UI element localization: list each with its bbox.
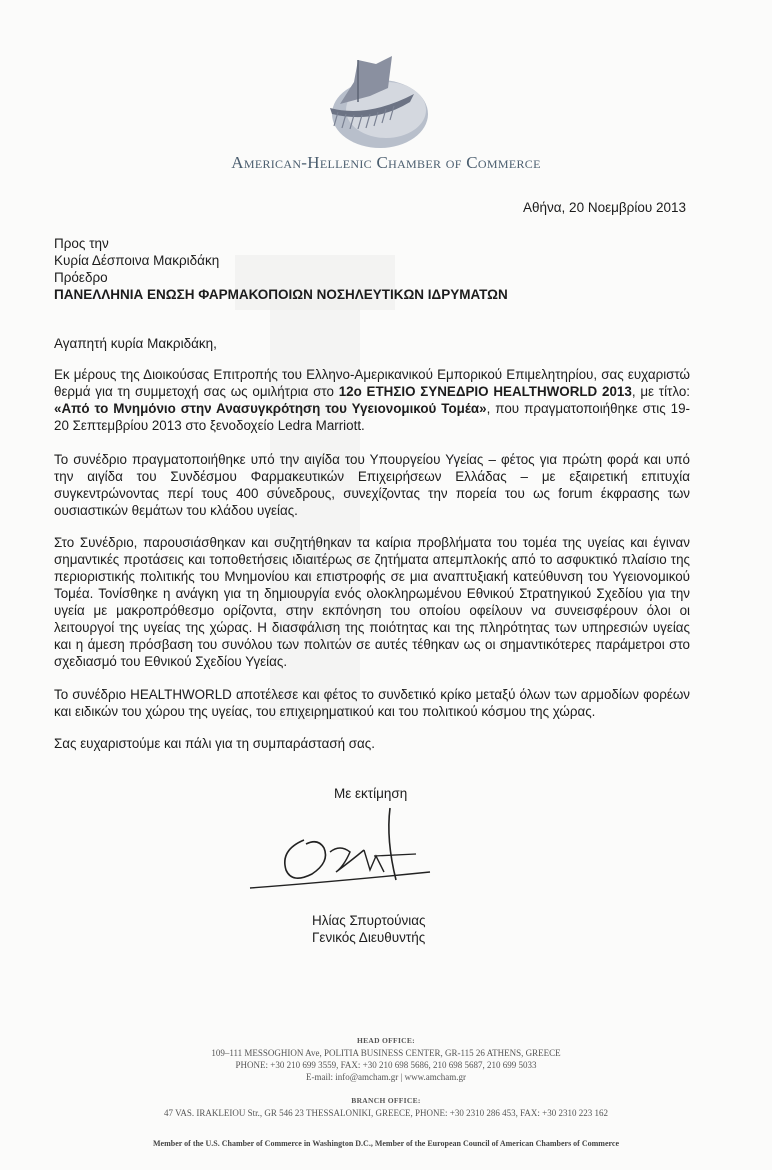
handwritten-signature (240, 800, 440, 900)
branch-office-address: 47 VAS. IRAKLEIOU Str., GR 546 23 THESSALONIKI, GREECE, PHONE: +30 2310 286 453, FAX: +30 2310 223 162 (163, 1108, 608, 1118)
conference-title: «Από το Μνημόνιο στην Ανασυγκρότηση του Υγειονομικού Τομέα» (54, 401, 487, 416)
ship-logo (318, 52, 438, 152)
organization-name: American-Hellenic Chamber of Commerce (231, 153, 541, 172)
signer-name: Ηλίας Σπυρτούνιας (312, 913, 426, 928)
closing: Με εκτίμηση (334, 786, 408, 801)
head-office-phone: PHONE: +30 210 699 3559, FAX: +30 210 698 5686, 210 698 5687, 210 699 5033 (235, 1060, 537, 1070)
paragraph-2: Το συνέδριο πραγματοποιήθηκε υπό την αιγίδα του Υπουργείου Υγείας – φέτος για πρώτη φορά και υπό την αιγίδα του Συνδέσμου Φαρμακευτικών Επιχειρήσεων Ελλάδας – με εξαιρετική επιτυχία συγκεντρώνοντας περί τους 400 σύνεδρους, συνεχίζοντας την πορεία του ως forum έκφρασης των ουσιαστικών θεμάτων του κλάδου υγείας. (54, 452, 690, 518)
signer-title: Γενικός Διευθυντής (312, 930, 426, 945)
paragraph-1-text-a: Εκ μέρους της Διοικούσας Επιτροπής του Ελληνο-Αμερικανικού Εμπορικού Επιμελητηρίου, σας ευχαριστώ θερμά για τη συμμετοχή σας ως ομιλήτρια στο (54, 367, 690, 399)
branch-office-block (0, 1095, 772, 1119)
head-office-label: HEAD OFFICE: (357, 1036, 415, 1045)
letter-date: Αθήνα, 20 Νοεμβρίου 2013 (522, 200, 686, 215)
recipient-line: Προς την (54, 236, 109, 251)
recipient-name: Κυρία Δέσποινα Μακριδάκη (54, 253, 220, 268)
head-office-contact: E-mail: info@amcham.gr | www.amcham.gr (306, 1072, 466, 1082)
recipient-organization: ΠΑΝΕΛΛΗΝΙΑ ΕΝΩΣΗ ΦΑΡΜΑΚΟΠΟΙΩΝ ΝΟΣΗΛΕΥΤΙΚΩΝ ΙΔΡΥΜΑΤΩΝ (54, 287, 508, 302)
paragraph-4: Το συνέδριο HEALTHWORLD αποτέλεσε και φέτος το συνδετικό κρίκο μεταξύ όλων των αρμοδίων φορέων και ειδικών του χώρου της υγείας, του επιχειρηματικού και του πολιτικού κόσμου της χώρας. (54, 687, 690, 719)
paragraph-1 (54, 366, 690, 434)
paragraph-1-text-e: , που πραγματοποιήθηκε στις 19-20 Σεπτεμβρίου 2013 στο ξενοδοχείο Ledra Marriott. (54, 401, 690, 433)
recipient-role: Πρόεδρο (54, 270, 108, 285)
paragraph-3: Στο Συνέδριο, παρουσιάσθηκαν και συζητήθηκαν τα καίρια προβλήματα του τομέα της υγείας και έγιναν σημαντικές προτάσεις και τοποθετήσεις ιδιαιτέρως σε ζητήματα απεμπλοκής από το ασφυκτικό πλαίσιο της περιοριστικής πολιτικής του Μνημονίου και επιστροφής σε μια αναπτυξιακή κατεύθυνση του Υγειονομικού Τομέα. Τονίσθηκε η ανάγκη για τη δημιουργία ενός ολοκληρωμένου Εθνικού Στρατηγικού Σχεδίου για την υγεία με μακροπρόθεσμο ορίζοντα, στην εκπόνηση του οποίου οφείλουν να συνεισφέρουν όλοι οι λειτουργοί της υγείας της χώρας. Η διασφάλιση της ποιότητας και της πληρότητας των υπηρεσιών υγείας και η άμεση πρόσβαση του συνόλου των πολιτών σε αυτές τέθηκαν ως οι σημαντικότερες παράμετροι στο σχεδιασμό του Εθνικού Σχεδίου Υγείας. (54, 535, 690, 669)
membership-note: Member of the U.S. Chamber of Commerce in Washington D.C., Member of the European Council of American Chambers of Commerce (152, 1139, 620, 1148)
paragraph-5: Σας ευχαριστούμε και πάλι για τη συμπαράστασή σας. (54, 736, 375, 751)
recipient-block (54, 235, 508, 303)
head-office-block (0, 1035, 772, 1083)
branch-office-label: BRANCH OFFICE: (351, 1096, 421, 1105)
conference-name: 12ο ΕΤΗΣΙΟ ΣΥΝΕΔΡΙΟ HEALTHWORLD 2013 (338, 384, 632, 399)
head-office-address: 109–111 MESSOGHION Ave, POLITIA BUSINESS CENTER, GR-115 26 ATHENS, GREECE (211, 1048, 561, 1058)
paragraph-1-text-c: , με τίτλο: (631, 384, 691, 399)
salutation: Αγαπητή κυρία Μακριδάκη, (54, 336, 217, 351)
signer-block (312, 912, 426, 946)
